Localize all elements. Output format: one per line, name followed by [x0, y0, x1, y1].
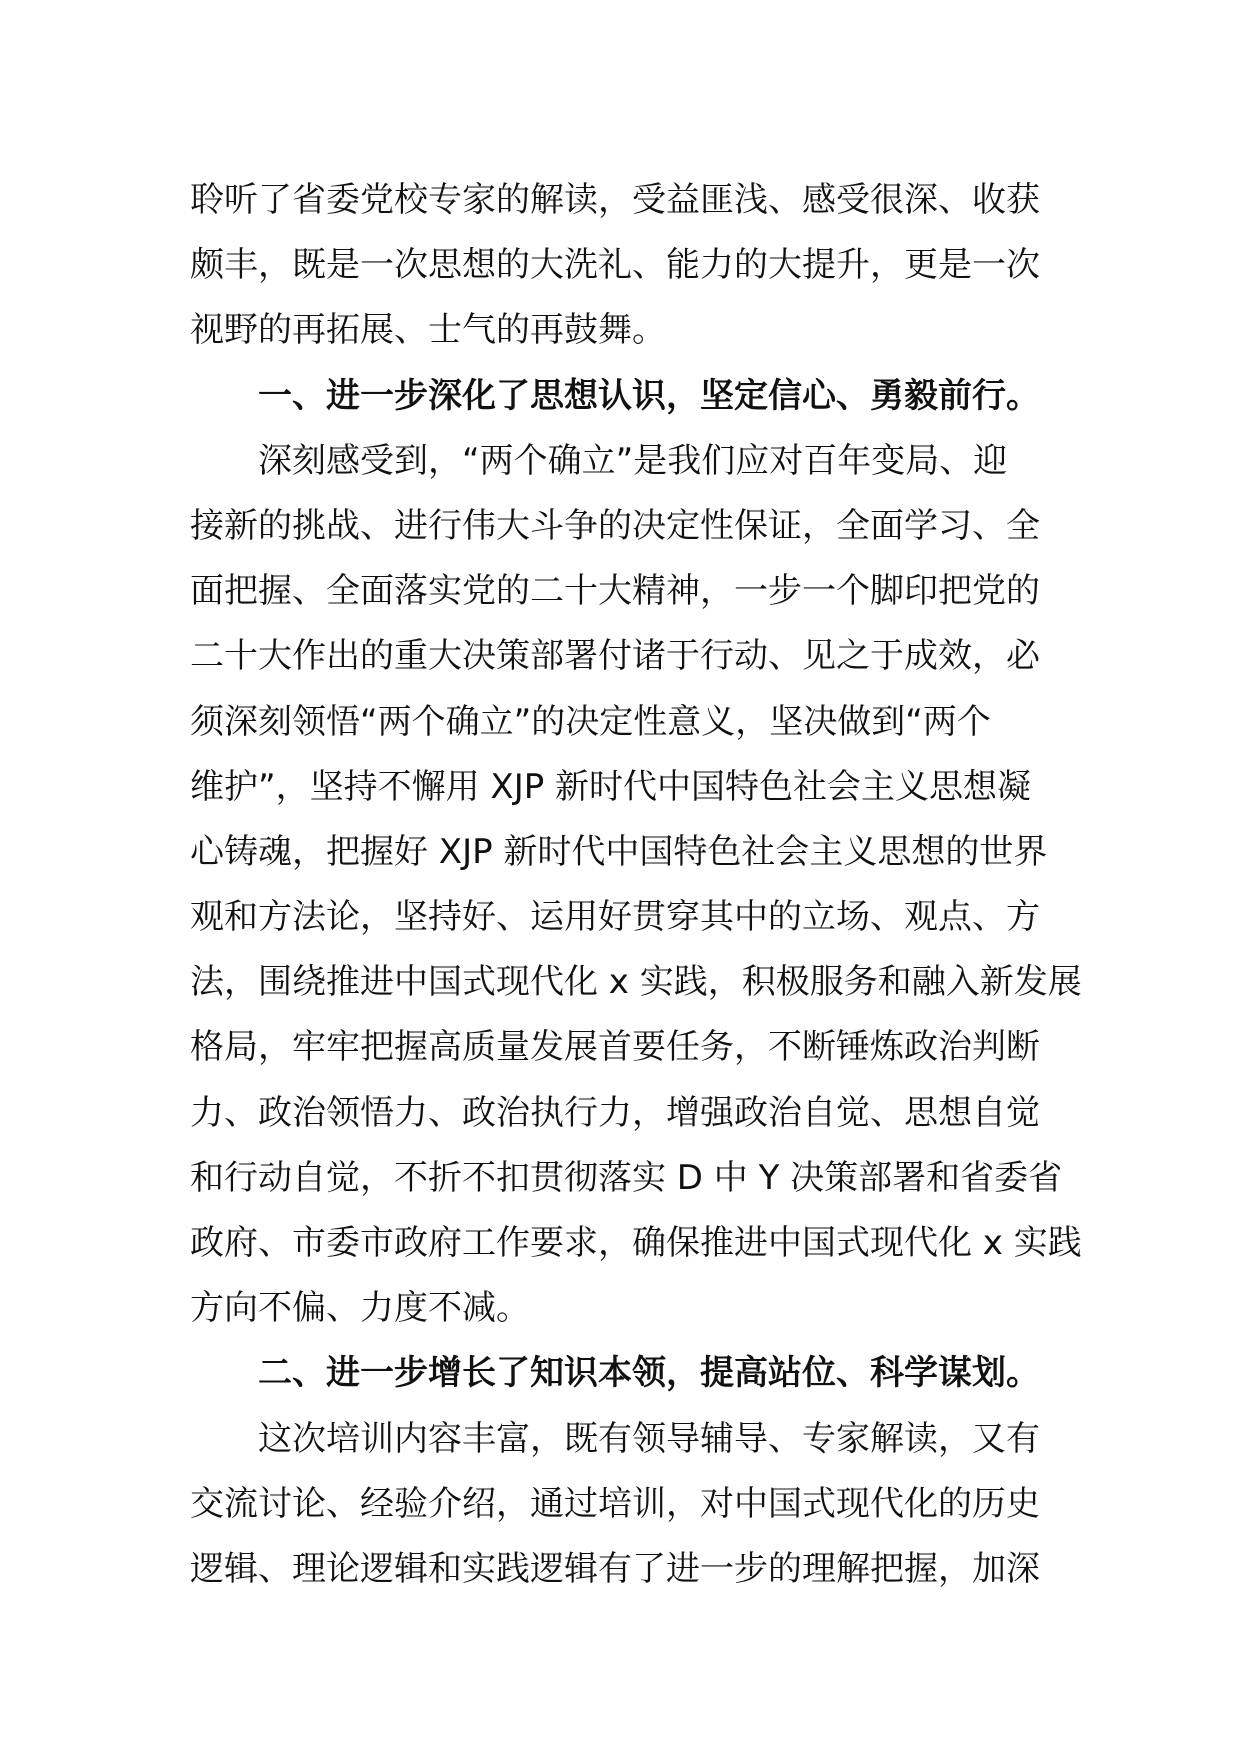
paragraph-2-line: 观和方法论，坚持好、运用好贯穿其中的立场、观点、方: [190, 897, 1040, 938]
paragraph-1-line: 视野的再拓展、士气的再鼓舞。: [190, 310, 666, 351]
paragraph-2-line: 方向不偏、力度不减。: [190, 1288, 530, 1329]
paragraph-1-line: 聆听了省委党校专家的解读，受益匪浅、感受很深、收获: [190, 180, 1040, 220]
paragraph-2-line: 法，围绕推进中国式现代化 x 实践，积极服务和融入新发展: [190, 962, 1082, 1003]
section-heading-2: 二、进一步增长了知识本领，提高站位、科学谋划。: [258, 1353, 1040, 1394]
paragraph-2-line: 面把握、全面落实党的二十大精神，一步一个脚印把党的: [190, 571, 1040, 612]
paragraph-3-line: 这次培训内容丰富，既有领导辅导、专家解读，又有: [258, 1418, 1040, 1459]
paragraph-2-line: 心铸魂，把握好 XJP 新时代中国特色社会主义思想的世界: [190, 831, 1048, 872]
paragraph-2-line: 维护”，坚持不懈用 XJP 新时代中国特色社会主义思想凝: [190, 766, 1032, 807]
section-heading-1: 一、进一步深化了思想认识，坚定信心、勇毅前行。: [258, 375, 1040, 416]
paragraph-1-line: 颇丰，既是一次思想的大洗礼、能力的大提升，更是一次: [190, 245, 1040, 286]
paragraph-2-line: 力、政治领悟力、政治执行力，增强政治自觉、思想自觉: [190, 1092, 1040, 1133]
paragraph-3-line: 交流讨论、经验介绍，通过培训，对中国式现代化的历史: [190, 1483, 1040, 1524]
paragraph-2-line: 深刻感受到，“两个确立”是我们应对百年变局、迎: [258, 440, 1008, 481]
paragraph-2-line: 二十大作出的重大决策部署付诸于行动、见之于成效，必: [190, 636, 1040, 677]
paragraph-2-line: 政府、市委市政府工作要求，确保推进中国式现代化 x 实践: [190, 1223, 1082, 1263]
paragraph-2-line: 和行动自觉，不折不扣贯彻落实 D 中 Y 决策部署和省委省: [190, 1157, 1063, 1198]
paragraph-2-line: 须深刻领悟“两个确立”的决定性意义，坚决做到“两个: [190, 701, 991, 742]
paragraph-2-line: 接新的挑战、进行伟大斗争的决定性保证，全面学习、全: [190, 505, 1040, 546]
paragraph-2-line: 格局，牢牢把握高质量发展首要任务，不断锤炼政治判断: [190, 1027, 1040, 1068]
document-body: [190, 168, 1082, 1602]
paragraph-3-line: 逻辑、理论逻辑和实践逻辑有了进一步的理解把握，加深: [190, 1548, 1040, 1589]
